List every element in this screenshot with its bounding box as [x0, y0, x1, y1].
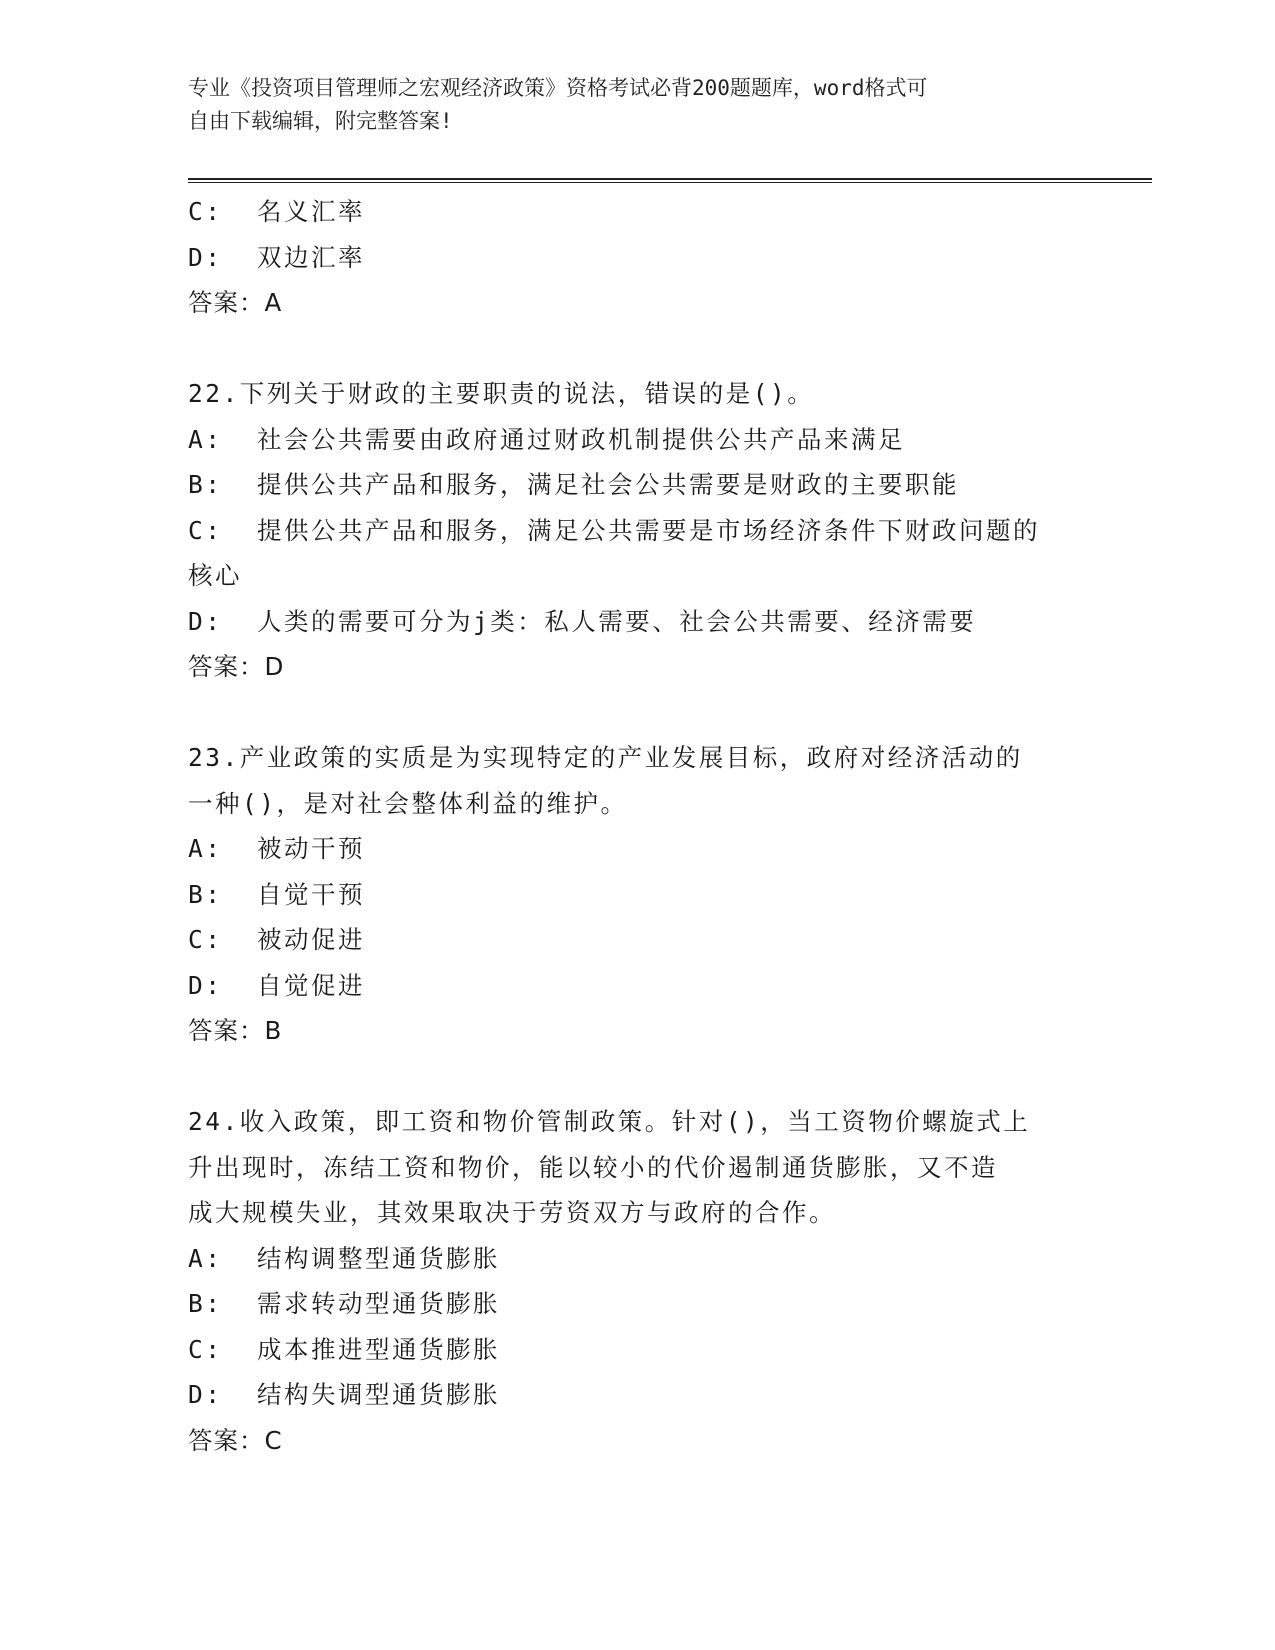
header-rule-thick: [188, 178, 1152, 180]
q24-answer: 答案：C: [188, 1425, 283, 1455]
q21-answer: 答案：A: [188, 288, 283, 317]
q23-option-b: B: 自觉干预: [188, 879, 366, 909]
q23-option-a: A: 被动干预: [188, 834, 366, 863]
q23-answer: 答案：B: [188, 1016, 283, 1045]
q22-option-d: D: 人类的需要可分为j类：私人需要、社会公共需要、经济需要: [188, 606, 977, 636]
q23-stem-line-2: 一种()，是对社会整体利益的维护。: [188, 788, 628, 818]
spacer: [188, 1054, 1088, 1100]
q24-stem-line-3: 成大规模失业，其效果取决于劳资双方与政府的合作。: [188, 1198, 836, 1227]
q24-stem-line-1: 24.收入政策，即工资和物价管制政策。针对()，当工资物价螺旋式上: [188, 1107, 1031, 1136]
spacer: [188, 690, 1088, 736]
q22-option-a: A: 社会公共需要由政府通过财政机制提供公共产品来满足: [188, 424, 905, 454]
q22-option-c-line-2: 核心: [188, 561, 242, 590]
q24-option-b: B: 需求转动型通货膨胀: [188, 1289, 500, 1318]
q22-stem: 22.下列关于财政的主要职责的说法，错误的是()。: [188, 379, 815, 408]
document-header: [188, 72, 1068, 138]
q23-stem-line-1: 23.产业政策的实质是为实现特定的产业发展目标，政府对经济活动的: [188, 743, 1023, 772]
q24-stem-line-2: 升出现时，冻结工资和物价，能以较小的代价遏制通货膨胀，又不造: [188, 1152, 998, 1182]
q22-option-b: B: 提供公共产品和服务，满足社会公共需要是财政的主要职能: [188, 470, 959, 499]
q23-option-c: C: 被动促进: [188, 925, 366, 954]
q22-option-c-line-1: C: 提供公共产品和服务，满足公共需要是市场经济条件下财政问题的: [188, 515, 1040, 545]
q23-option-d: D: 自觉促进: [188, 970, 366, 1000]
q24-option-c: C: 成本推进型通货膨胀: [188, 1334, 500, 1364]
q24-option-a: A: 结构调整型通货膨胀: [188, 1243, 500, 1273]
header-title-line-2: 自由下载编辑，附完整答案!: [188, 109, 453, 133]
spacer: [188, 326, 1088, 372]
header-title-line-1: 专业《投资项目管理师之宏观经济政策》资格考试必背200题题库，word格式可: [188, 76, 928, 100]
question-content: [188, 189, 1088, 1463]
q22-answer: 答案：D: [188, 652, 285, 681]
q21-option-d: D: 双边汇率: [188, 242, 366, 272]
q21-option-c: C: 名义汇率: [188, 197, 366, 226]
header-rule-thin: [188, 182, 1152, 183]
q24-option-d: D: 结构失调型通货膨胀: [188, 1380, 500, 1409]
